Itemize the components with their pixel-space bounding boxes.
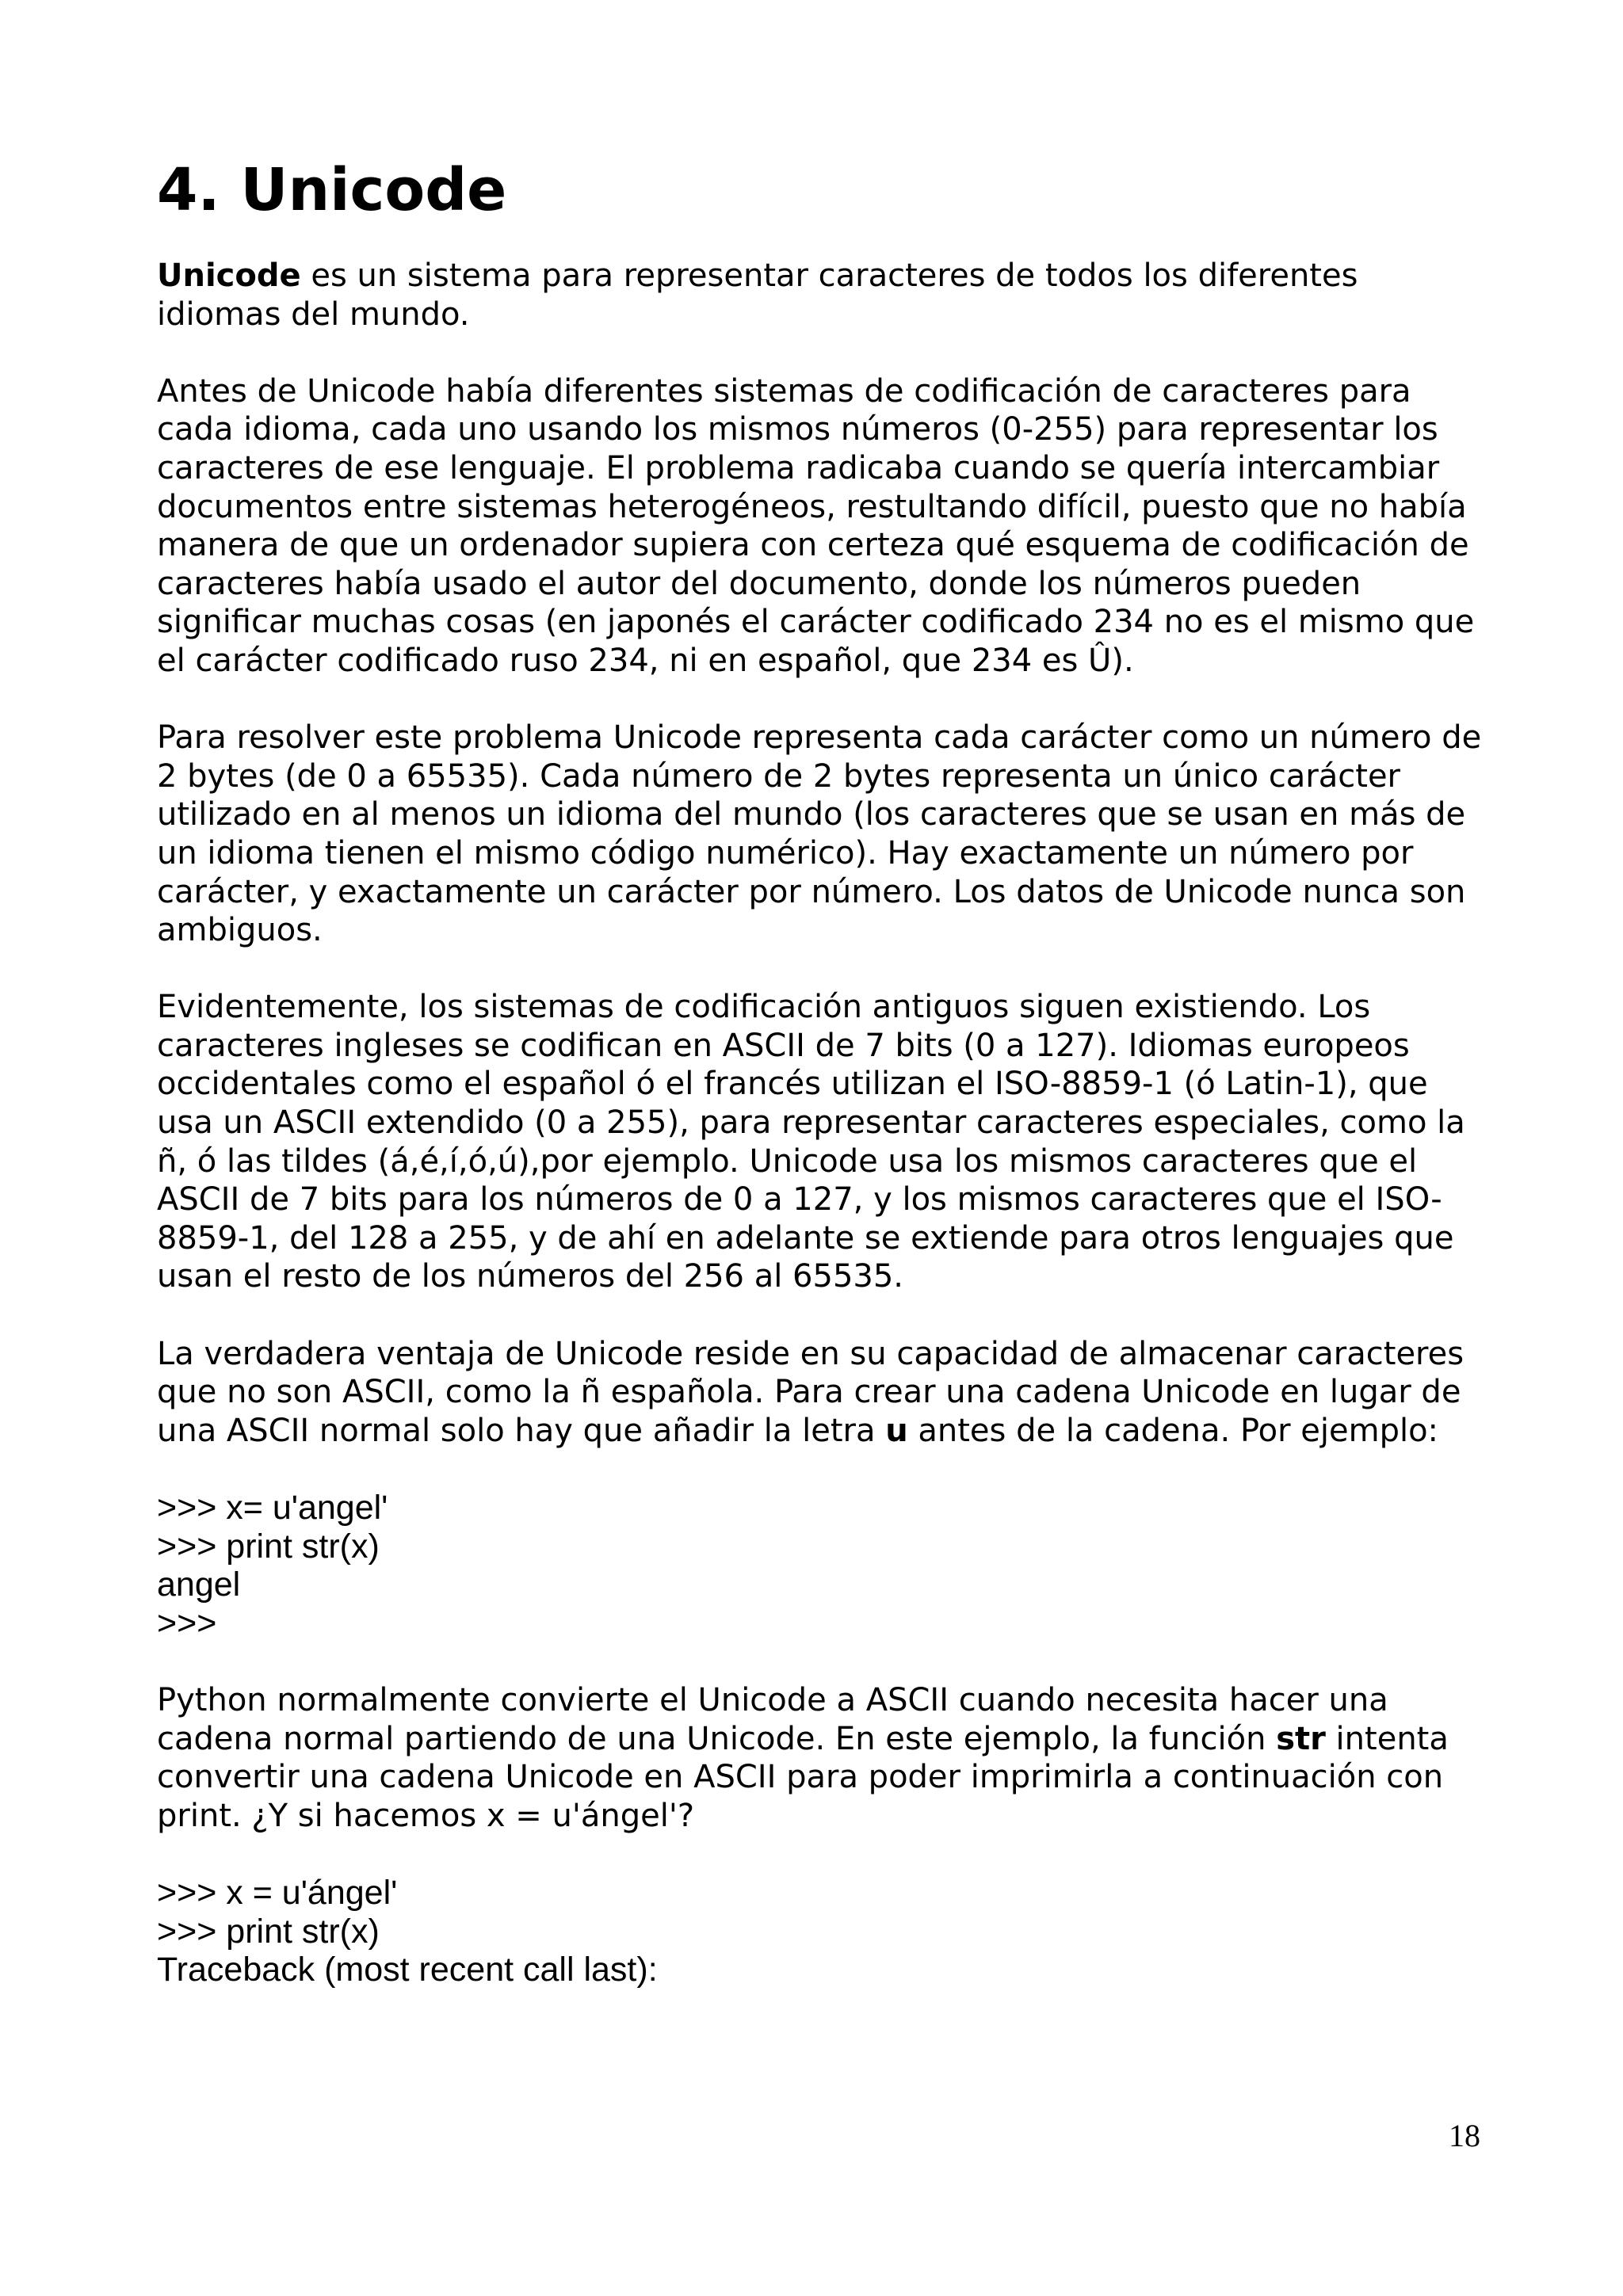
paragraph-solution: Para resolver este problema Unicode representa cada carácter como un número de 2 bytes (de 0 a 65535). Cada número de 2 bytes representa un único carácter utilizado en al menos un idioma del mundo (los caracteres que se usan en más de un idioma tienen el mismo código numérico). Hay exactamente un número por carácter, y exactamente un carácter por número. Los datos de Unicode nunca son ambiguos. [157,719,1482,949]
code-line: Traceback (most recent call last): [157,1951,658,1989]
code-line: angel [157,1566,241,1604]
code-example-2 [157,1874,1488,1989]
bold-term: u [885,1412,908,1449]
paragraph-advantage [157,1335,1488,1451]
paragraph-text: es un sistema para representar caracteres de todos los diferentes idiomas del mundo. [157,257,1358,333]
paragraph-text: Python normalmente convierte el Unicode a ASCII cuando necesita hacer una cadena normal partiendo de una Unicode. En este ejemplo, la función [157,1681,1388,1757]
paragraph-intro [157,257,1488,334]
code-example-1 [157,1489,1488,1642]
paragraph-history: Antes de Unicode había diferentes sistemas de codificación de caracteres para cada idioma, cada uno usando los mismos números (0-255) para representar los caracteres de ese lenguaje. El problema radicaba cuando se quería intercambiar documentos entre sistemas heterogéneos, restultando difícil, puesto que no había manera de que un ordenador supiera con certeza qué esquema de codificación de caracteres había usado el autor del documento, donde los números pueden significar muchas cosas (en japonés el carácter codificado 234 no es el mismo que el carácter codificado ruso 234, ni en español, que 234 es Û). [157,372,1475,679]
code-line: >>> print str(x) [157,1912,380,1951]
paragraph-legacy-encodings: Evidentemente, los sistemas de codificación antiguos siguen existiendo. Los caracteres ingleses se codifican en ASCII de 7 bits (0 a 127). Idiomas europeos occidentales como el español ó el francés utilizan el ISO-8859-1 (ó Latin-1), que usa un ASCII extendido (0 a 255), para representar caracteres especiales, como la ñ, ó las tildes (á,é,í,ó,ú),por ejemplo. Unicode usa los mismos caracteres que el ASCII de 7 bits para los números de 0 a 127, y los mismos caracteres que el ISO-8859-1, del 128 a 255, y de ahí en adelante se extiende para otros lenguajes que usan el resto de los números del 256 al 65535. [157,989,1465,1295]
section-heading: 4. Unicode [157,156,507,224]
paragraph-text: antes de la cadena. Por ejemplo: [907,1412,1439,1449]
paragraph-text: La verdadera ventaja de Unicode reside en su capacidad de almacenar caracteres que no son ASCII, como la ñ española. Para crear una cadena Unicode en lugar de una ASCII normal solo hay que añadir la letra [157,1335,1465,1449]
bold-term: Unicode [157,257,301,294]
code-line: >>> [157,1604,217,1642]
paragraph-text: intenta convertir una cadena Unicode en ASCII para poder imprimirla a continuación con print. ¿Y si hacemos x = u'ángel'? [157,1720,1449,1834]
paragraph-conversion [157,1681,1488,1835]
code-line: >>> x = u'ángel' [157,1873,398,1912]
bold-term: str [1276,1720,1326,1757]
page-number: 18 [1449,2118,1480,2153]
code-line: >>> print str(x) [157,1527,380,1566]
code-line: >>> x= u'angel' [157,1489,388,1527]
page-content [157,157,1488,1989]
